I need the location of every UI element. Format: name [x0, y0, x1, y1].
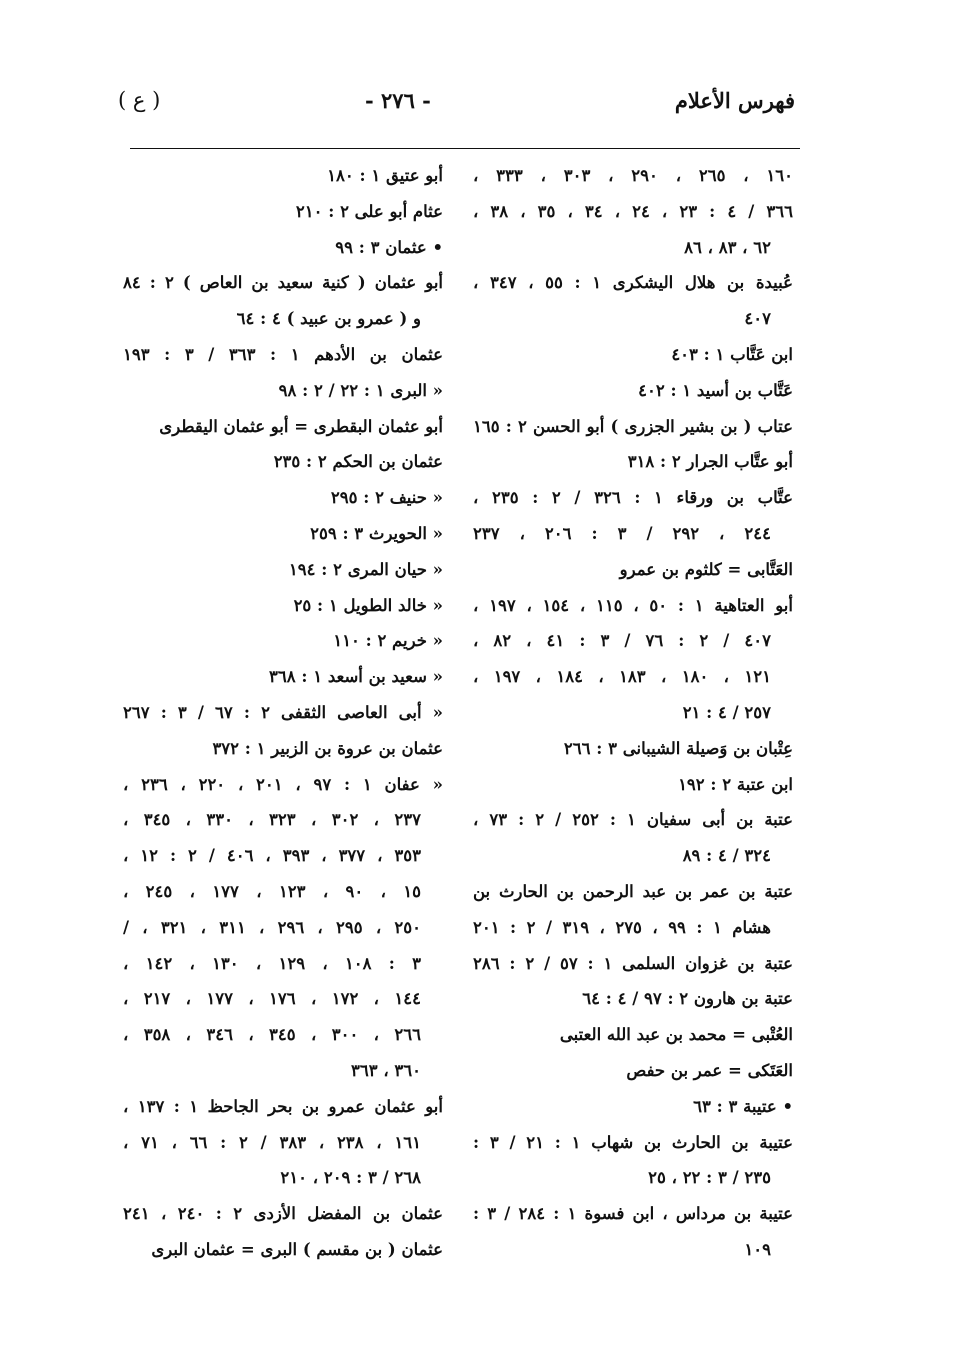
index-line: ٢٥٧ / ٤ : ٢١: [682, 702, 771, 722]
index-line: عتيبة بن مرداس ، ابن فسوة ١ : ٢٨٤ / ٣ :: [473, 1204, 793, 1224]
index-line: ١٦١ ، ٢٣٨ ، ٣٨٣ / ٢ : ٦٦ ، ٧١ ،: [123, 1132, 421, 1152]
header-rule: [130, 148, 800, 149]
index-line: عثمان بن عروة بن الزبير ١ : ٣٧٢: [212, 738, 443, 758]
index-line: « حيان المرى ٢ : ١٩٤: [288, 559, 443, 579]
index-line: عثمان بن الحكم ٢ : ٢٣٥: [273, 452, 443, 472]
index-line: • عثمان ٣ : ٩٩: [335, 237, 443, 257]
index-line: عثام أبو على ٢ : ٢١٠: [295, 201, 443, 221]
index-line: العُتْبى = محمد بن عبد الله العتبى: [559, 1025, 793, 1045]
index-line: « حنيف ٢ : ٢٩٥: [330, 488, 443, 508]
index-line: ١٦٠ ، ٢٦٥ ، ٢٩٠ ، ٣٠٣ ، ٣٣٣ ،: [473, 166, 793, 185]
index-line: عَتَّاب بن أسيد ١ : ٤٠٢: [638, 380, 793, 400]
index-line: أبو العتاهية ١ : ٥٠ ، ١١٥ ، ١٥٤ ، ١٩٧ ،: [473, 595, 793, 615]
index-line: • عتيبة ٣ : ٦٣: [693, 1096, 793, 1116]
index-line: « سعيد بن أسعد ١ : ٣٦٨: [269, 667, 443, 687]
index-line: « أبى العاصى الثقفى ٢ : ٦٧ / ٣ : ٢٦٧: [123, 702, 443, 722]
index-line: أبو عتيق ١ : ١٨٠: [327, 166, 443, 185]
page-number: - ٢٧٦ -: [365, 88, 431, 113]
index-line: ١٤٤ ، ١٧٢ ، ١٧٦ ، ١٧٧ ، ٢١٧ ،: [123, 989, 421, 1009]
letter-marker: ( ع ): [118, 88, 161, 112]
index-column-right: [473, 158, 793, 1268]
section-title: فهرس الأعلام: [674, 88, 795, 113]
index-line: و ( عمرو بن عبيد ) ٤ : ٦٤: [236, 309, 421, 329]
index-line: أبو عثمان ( كنية سعيد بن العاص ) ٢ : ٨٤: [123, 273, 443, 293]
index-line: عثمان بن المفضل الأزدى ٢ : ٢٤٠ ، ٢٤١: [123, 1204, 443, 1224]
index-line: « البرى ١ : ٢٢ / ٢ : ٩٨: [278, 380, 443, 400]
index-column-left: [123, 158, 443, 1268]
index-line: ٣٦٦ / ٤ : ٢٣ ، ٢٤ ، ٣٤ ، ٣٥ ، ٣٨ ،: [473, 201, 793, 221]
index-line: عتبة بن أبى سفيان ١ : ٢٥٢ / ٢ : ٧٣ ،: [473, 810, 793, 830]
index-line: ١٢١ ، ١٨٠ ، ١٨٣ ، ١٨٤ ، ١٩٧ ،: [473, 667, 771, 687]
index-line: العَتَكى = عمر بن حفص: [626, 1060, 793, 1080]
index-line: « خالد الطويل ١ : ٢٥: [293, 595, 443, 615]
index-line: ٢٣٧ ، ٣٠٢ ، ٣٢٣ ، ٣٣٠ ، ٣٤٥ ،: [123, 810, 421, 830]
index-line: « خريم ٢ : ١١٠: [333, 631, 443, 651]
index-line: عتبة بن هارون ٢ : ٩٧ / ٤ : ٦٤: [582, 989, 793, 1009]
index-line: ٢٤٤ ، ٢٩٢ / ٣ : ٢٠٦ ، ٢٣٧: [473, 523, 771, 543]
index-line: ٢٦٦ ، ٣٠٠ ، ٣٤٥ ، ٣٤٦ ، ٣٥٨ ،: [123, 1025, 421, 1045]
index-line: عتَّاب بن ورقاء ١ : ٣٢٦ / ٢ : ٢٣٥ ،: [473, 488, 793, 508]
index-line: « عفان ١ : ٩٧ ، ٢٠١ ، ٢٢٠ ، ٢٣٦ ،: [123, 774, 443, 794]
index-line: ٦٢ ، ٨٣ ، ٨٦: [684, 237, 771, 257]
index-line: ٢٣٥ / ٣ : ٢٢ ، ٢٥: [648, 1168, 771, 1188]
index-line: ٢٦٨ / ٣ : ٢٠٩ ، ٢١٠: [280, 1168, 421, 1188]
index-line: ابن عتبة ٢ : ١٩٢: [678, 774, 793, 794]
index-line: ١٠٩: [744, 1239, 771, 1259]
index-line: عثمان ( بن مقسم ) البرى = عثمان البرى: [151, 1239, 443, 1259]
index-line: عثمان بن الأدهم ١ : ٣٦٣ / ٣ : ١٩٣: [123, 344, 443, 364]
index-line: هشام ١ : ٩٩ ، ٢٧٥ ، ٣١٩ / ٢ : ٢٠١: [473, 917, 771, 937]
index-line: عِتْبان بن وَصيلة الشيبانى ٣ : ٢٦٦: [563, 738, 793, 758]
index-line: أبو عثمان عمرو بن بحر الجاحظ ١ : ١٣٧ ،: [123, 1096, 443, 1116]
index-line: ٢٥٠ ، ٢٩٥ ، ٢٩٦ ، ٣١١ ، ٣٢١ ، /: [123, 917, 421, 937]
index-line: ابن عَتَّاب ١ : ٤٠٣: [671, 344, 793, 364]
index-line: عتبة بن عمر بن عبد الرحمن بن الحارث بن: [473, 881, 793, 901]
index-line: ٣٦٠ ، ٣٦٣: [350, 1060, 421, 1080]
index-line: ٤٠٧: [744, 309, 771, 329]
index-line: « الحويرث ٣ : ٢٥٩: [310, 523, 443, 543]
index-line: عتيبة بن الحارث بن شهاب ١ : ٢١ / ٣ :: [473, 1132, 793, 1152]
index-line: ١٥ ، ٩٠ ، ١٢٣ ، ١٧٧ ، ٢٤٥ ،: [123, 881, 421, 901]
index-line: أبو عثمان البقطرى = أبو عثمان اليقطرى: [159, 416, 443, 436]
index-line: العَتَّابى = كلثوم بن عمرو: [619, 559, 793, 579]
index-line: عتاب ( بن بشير الجزرى ) أبو الحسن ٢ : ١٦٥: [473, 416, 793, 436]
page-header: [0, 88, 953, 128]
index-line: ٣٢٤ / ٤ : ٨٩: [682, 846, 771, 866]
index-line: ٣٥٣ ، ٣٧٧ ، ٣٩٣ ، ٤٠٦ / ٢ : ١٢ ،: [123, 846, 421, 866]
index-line: ٣ : ١٠٨ ، ١٢٩ ، ١٣٠ ، ١٤٢ ،: [123, 953, 421, 973]
index-line: عُبيدة بن هلال اليشكرى ١ : ٥٥ ، ٣٤٧ ،: [473, 273, 793, 293]
index-line: عتبة بن غزوان السلمى ١ : ٥٧ / ٢ : ٢٨٦: [473, 953, 793, 973]
index-line: ٤٠٧ / ٢ : ٧٦ / ٣ : ٤١ ، ٨٢ ،: [473, 631, 771, 651]
index-line: أبو عتَّاب الجرار ٢ : ٣١٨: [627, 452, 793, 472]
